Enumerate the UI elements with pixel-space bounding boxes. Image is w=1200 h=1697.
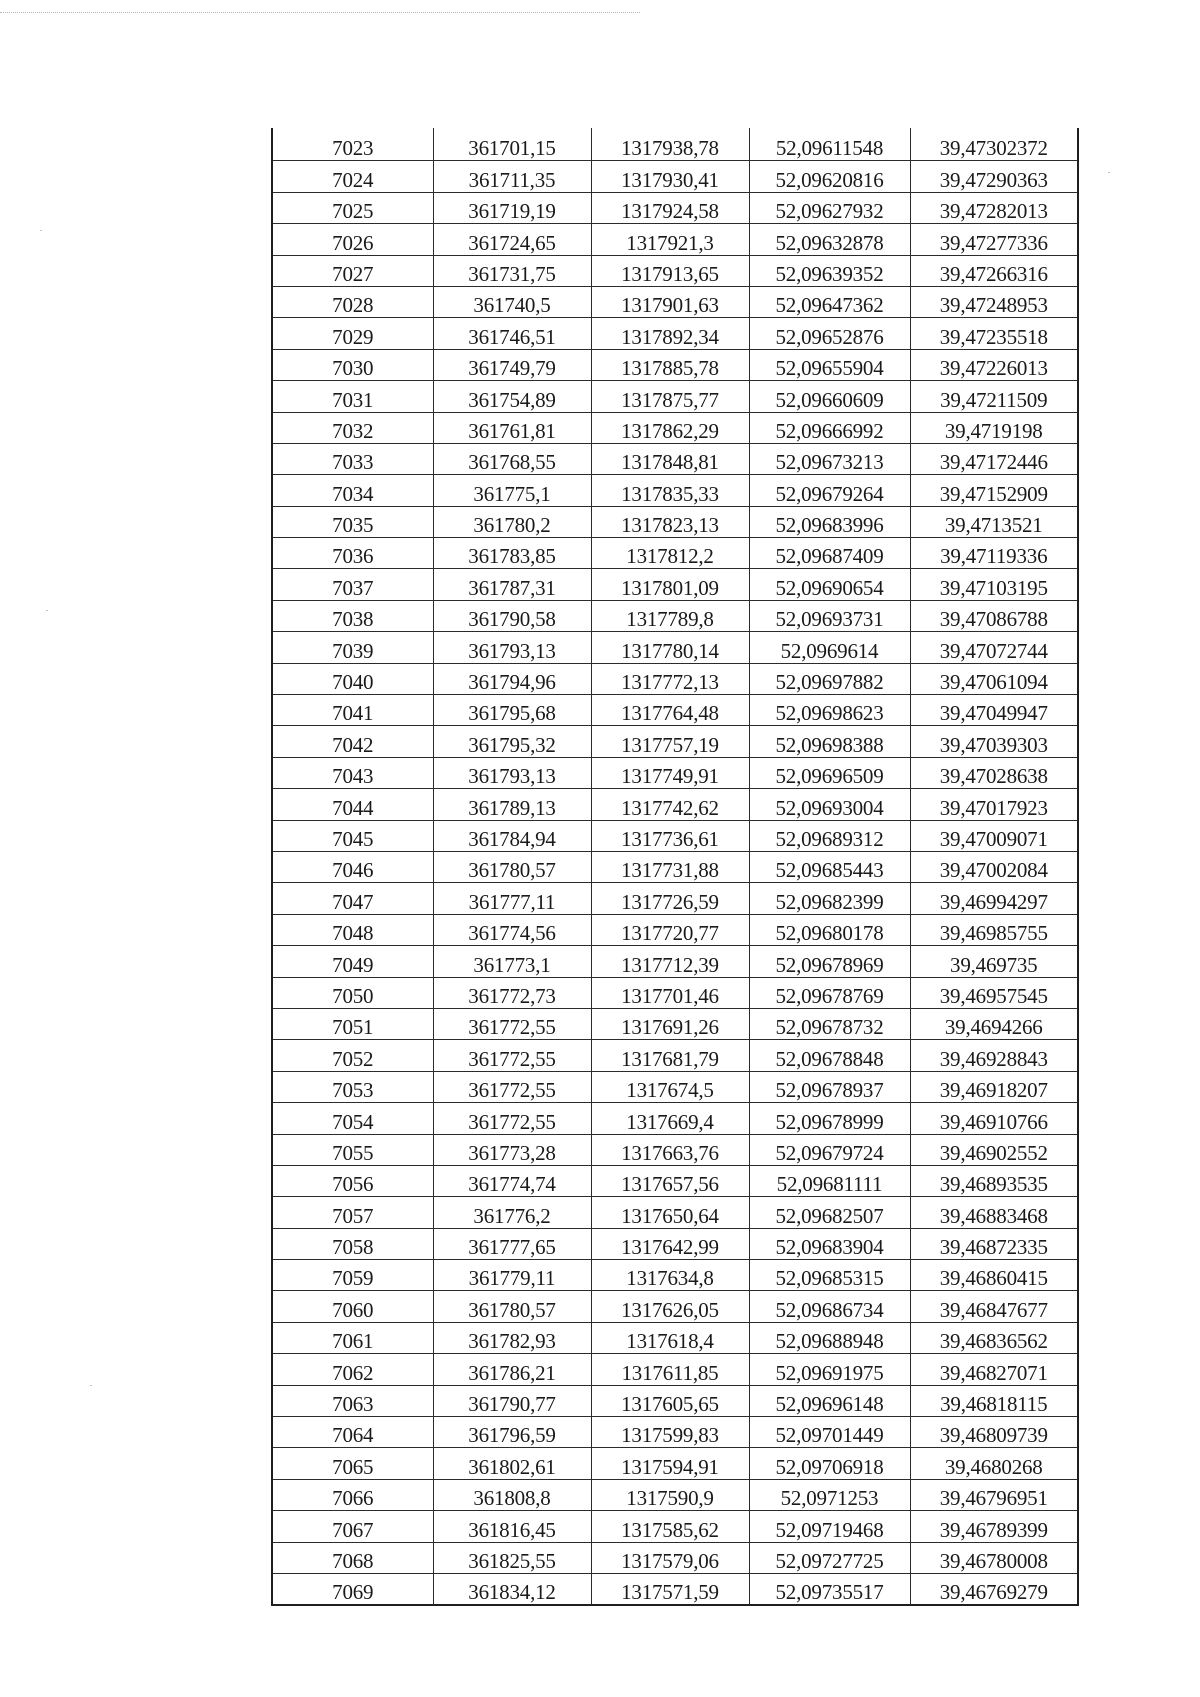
cell-latitude: 52,09678969 <box>749 946 910 977</box>
cell-latitude: 52,09727725 <box>749 1542 910 1573</box>
cell-x-coordinate: 361793,13 <box>433 757 591 788</box>
cell-y-coordinate: 1317731,88 <box>591 851 749 882</box>
cell-latitude: 52,09685315 <box>749 1260 910 1291</box>
table-row <box>272 381 1078 412</box>
cell-x-coordinate: 361772,55 <box>433 1040 591 1071</box>
cell-x-coordinate: 361783,85 <box>433 538 591 569</box>
cell-point-number: 7048 <box>272 914 433 945</box>
table-row <box>272 1542 1078 1573</box>
cell-point-number: 7042 <box>272 726 433 757</box>
cell-y-coordinate: 1317913,65 <box>591 255 749 286</box>
cell-point-number: 7046 <box>272 851 433 882</box>
cell-latitude: 52,09696148 <box>749 1385 910 1416</box>
cell-longitude: 39,47235518 <box>910 318 1078 349</box>
cell-point-number: 7035 <box>272 506 433 537</box>
cell-point-number: 7051 <box>272 1008 433 1039</box>
cell-y-coordinate: 1317663,76 <box>591 1134 749 1165</box>
cell-latitude: 52,09687409 <box>749 538 910 569</box>
cell-x-coordinate: 361793,13 <box>433 632 591 663</box>
cell-latitude: 52,09682507 <box>749 1197 910 1228</box>
cell-point-number: 7058 <box>272 1228 433 1259</box>
cell-point-number: 7053 <box>272 1071 433 1102</box>
table-row <box>272 1165 1078 1196</box>
cell-point-number: 7041 <box>272 695 433 726</box>
table-row <box>272 1417 1078 1448</box>
cell-x-coordinate: 361796,59 <box>433 1417 591 1448</box>
cell-longitude: 39,46789399 <box>910 1511 1078 1542</box>
cell-y-coordinate: 1317691,26 <box>591 1008 749 1039</box>
cell-point-number: 7037 <box>272 569 433 600</box>
cell-latitude: 52,09693004 <box>749 789 910 820</box>
cell-x-coordinate: 361834,12 <box>433 1573 591 1605</box>
cell-x-coordinate: 361772,55 <box>433 1103 591 1134</box>
cell-point-number: 7026 <box>272 224 433 255</box>
cell-x-coordinate: 361711,35 <box>433 161 591 192</box>
cell-x-coordinate: 361786,21 <box>433 1354 591 1385</box>
cell-y-coordinate: 1317885,78 <box>591 349 749 380</box>
table-row <box>272 128 1078 161</box>
cell-y-coordinate: 1317585,62 <box>591 1511 749 1542</box>
cell-point-number: 7039 <box>272 632 433 663</box>
table-row <box>272 820 1078 851</box>
table-body <box>272 128 1078 1605</box>
cell-longitude: 39,46928843 <box>910 1040 1078 1071</box>
cell-longitude: 39,47282013 <box>910 192 1078 223</box>
cell-longitude: 39,47302372 <box>910 128 1078 161</box>
scan-speck <box>40 230 42 231</box>
table-row <box>272 632 1078 663</box>
cell-point-number: 7036 <box>272 538 433 569</box>
cell-point-number: 7061 <box>272 1322 433 1353</box>
scan-speck <box>1108 172 1110 173</box>
cell-longitude: 39,46918207 <box>910 1071 1078 1102</box>
cell-latitude: 52,09688948 <box>749 1322 910 1353</box>
table-row <box>272 600 1078 631</box>
cell-x-coordinate: 361794,96 <box>433 663 591 694</box>
table-row <box>272 443 1078 474</box>
cell-latitude: 52,09735517 <box>749 1573 910 1605</box>
cell-latitude: 52,09706918 <box>749 1448 910 1479</box>
cell-longitude: 39,46902552 <box>910 1134 1078 1165</box>
cell-point-number: 7040 <box>272 663 433 694</box>
cell-x-coordinate: 361780,57 <box>433 1291 591 1322</box>
cell-latitude: 52,09683904 <box>749 1228 910 1259</box>
cell-point-number: 7067 <box>272 1511 433 1542</box>
cell-latitude: 52,09682399 <box>749 883 910 914</box>
cell-longitude: 39,46827071 <box>910 1354 1078 1385</box>
cell-x-coordinate: 361772,73 <box>433 977 591 1008</box>
scan-speck <box>46 610 48 611</box>
cell-x-coordinate: 361802,61 <box>433 1448 591 1479</box>
cell-x-coordinate: 361825,55 <box>433 1542 591 1573</box>
cell-latitude: 52,09647362 <box>749 286 910 317</box>
cell-latitude: 52,09678732 <box>749 1008 910 1039</box>
cell-x-coordinate: 361782,93 <box>433 1322 591 1353</box>
cell-x-coordinate: 361774,74 <box>433 1165 591 1196</box>
cell-y-coordinate: 1317579,06 <box>591 1542 749 1573</box>
cell-latitude: 52,09652876 <box>749 318 910 349</box>
cell-latitude: 52,09660609 <box>749 381 910 412</box>
cell-longitude: 39,47248953 <box>910 286 1078 317</box>
cell-longitude: 39,46809739 <box>910 1417 1078 1448</box>
cell-longitude: 39,46910766 <box>910 1103 1078 1134</box>
cell-longitude: 39,46769279 <box>910 1573 1078 1605</box>
cell-latitude: 52,09639352 <box>749 255 910 286</box>
cell-y-coordinate: 1317742,62 <box>591 789 749 820</box>
cell-longitude: 39,47072744 <box>910 632 1078 663</box>
cell-x-coordinate: 361719,19 <box>433 192 591 223</box>
cell-longitude: 39,47211509 <box>910 381 1078 412</box>
cell-y-coordinate: 1317801,09 <box>591 569 749 600</box>
cell-y-coordinate: 1317594,91 <box>591 1448 749 1479</box>
cell-point-number: 7030 <box>272 349 433 380</box>
cell-latitude: 52,09690654 <box>749 569 910 600</box>
cell-x-coordinate: 361731,75 <box>433 255 591 286</box>
cell-longitude: 39,46994297 <box>910 883 1078 914</box>
table-row <box>272 851 1078 882</box>
cell-point-number: 7024 <box>272 161 433 192</box>
cell-longitude: 39,47119336 <box>910 538 1078 569</box>
cell-y-coordinate: 1317701,46 <box>591 977 749 1008</box>
cell-y-coordinate: 1317599,83 <box>591 1417 749 1448</box>
cell-latitude: 52,09611548 <box>749 128 910 161</box>
table-row <box>272 883 1078 914</box>
cell-point-number: 7038 <box>272 600 433 631</box>
cell-point-number: 7064 <box>272 1417 433 1448</box>
cell-y-coordinate: 1317669,4 <box>591 1103 749 1134</box>
cell-y-coordinate: 1317590,9 <box>591 1479 749 1510</box>
cell-x-coordinate: 361773,1 <box>433 946 591 977</box>
cell-latitude: 52,09620816 <box>749 161 910 192</box>
cell-y-coordinate: 1317726,59 <box>591 883 749 914</box>
table-row <box>272 1354 1078 1385</box>
cell-latitude: 52,09632878 <box>749 224 910 255</box>
cell-latitude: 52,09719468 <box>749 1511 910 1542</box>
cell-longitude: 39,47086788 <box>910 600 1078 631</box>
cell-x-coordinate: 361787,31 <box>433 569 591 600</box>
table-row <box>272 192 1078 223</box>
cell-x-coordinate: 361780,57 <box>433 851 591 882</box>
cell-y-coordinate: 1317764,48 <box>591 695 749 726</box>
table-row <box>272 1511 1078 1542</box>
cell-point-number: 7069 <box>272 1573 433 1605</box>
cell-x-coordinate: 361774,56 <box>433 914 591 945</box>
cell-point-number: 7052 <box>272 1040 433 1071</box>
cell-y-coordinate: 1317674,5 <box>591 1071 749 1102</box>
cell-latitude: 52,0969614 <box>749 632 910 663</box>
cell-latitude: 52,09627932 <box>749 192 910 223</box>
cell-point-number: 7033 <box>272 443 433 474</box>
cell-latitude: 52,09697882 <box>749 663 910 694</box>
cell-point-number: 7029 <box>272 318 433 349</box>
cell-point-number: 7056 <box>272 1165 433 1196</box>
cell-longitude: 39,46818115 <box>910 1385 1078 1416</box>
table-row <box>272 349 1078 380</box>
cell-x-coordinate: 361740,5 <box>433 286 591 317</box>
table-row <box>272 726 1078 757</box>
cell-latitude: 52,09679724 <box>749 1134 910 1165</box>
cell-point-number: 7054 <box>272 1103 433 1134</box>
cell-longitude: 39,47103195 <box>910 569 1078 600</box>
table-row <box>272 914 1078 945</box>
table-row <box>272 1291 1078 1322</box>
cell-longitude: 39,47277336 <box>910 224 1078 255</box>
table-row <box>272 255 1078 286</box>
cell-x-coordinate: 361795,32 <box>433 726 591 757</box>
cell-x-coordinate: 361772,55 <box>433 1071 591 1102</box>
cell-latitude: 52,09679264 <box>749 475 910 506</box>
cell-latitude: 52,09678999 <box>749 1103 910 1134</box>
table-row <box>272 1040 1078 1071</box>
cell-y-coordinate: 1317736,61 <box>591 820 749 851</box>
cell-y-coordinate: 1317634,8 <box>591 1260 749 1291</box>
cell-longitude: 39,46860415 <box>910 1260 1078 1291</box>
table-row <box>272 161 1078 192</box>
cell-y-coordinate: 1317681,79 <box>591 1040 749 1071</box>
cell-longitude: 39,47152909 <box>910 475 1078 506</box>
cell-latitude: 52,09691975 <box>749 1354 910 1385</box>
cell-longitude: 39,46883468 <box>910 1197 1078 1228</box>
cell-longitude: 39,46985755 <box>910 914 1078 945</box>
table-row <box>272 1071 1078 1102</box>
table-row <box>272 412 1078 443</box>
cell-point-number: 7044 <box>272 789 433 820</box>
cell-y-coordinate: 1317780,14 <box>591 632 749 663</box>
table-row <box>272 977 1078 1008</box>
cell-y-coordinate: 1317626,05 <box>591 1291 749 1322</box>
cell-point-number: 7066 <box>272 1479 433 1510</box>
table-row <box>272 757 1078 788</box>
table-row <box>272 1448 1078 1479</box>
cell-latitude: 52,09678848 <box>749 1040 910 1071</box>
table-row <box>272 506 1078 537</box>
cell-y-coordinate: 1317757,19 <box>591 726 749 757</box>
cell-y-coordinate: 1317938,78 <box>591 128 749 161</box>
cell-x-coordinate: 361761,81 <box>433 412 591 443</box>
cell-x-coordinate: 361816,45 <box>433 1511 591 1542</box>
scan-speck <box>90 1385 92 1386</box>
table-row <box>272 946 1078 977</box>
cell-longitude: 39,47049947 <box>910 695 1078 726</box>
cell-y-coordinate: 1317605,65 <box>591 1385 749 1416</box>
cell-y-coordinate: 1317848,81 <box>591 443 749 474</box>
cell-point-number: 7055 <box>272 1134 433 1165</box>
cell-y-coordinate: 1317789,8 <box>591 600 749 631</box>
table-row <box>272 318 1078 349</box>
cell-longitude: 39,469735 <box>910 946 1078 977</box>
cell-y-coordinate: 1317835,33 <box>591 475 749 506</box>
cell-y-coordinate: 1317642,99 <box>591 1228 749 1259</box>
cell-point-number: 7028 <box>272 286 433 317</box>
cell-x-coordinate: 361724,65 <box>433 224 591 255</box>
cell-point-number: 7059 <box>272 1260 433 1291</box>
cell-longitude: 39,46872335 <box>910 1228 1078 1259</box>
cell-longitude: 39,46836562 <box>910 1322 1078 1353</box>
cell-point-number: 7049 <box>272 946 433 977</box>
cell-latitude: 52,09701449 <box>749 1417 910 1448</box>
table-row <box>272 663 1078 694</box>
table-row <box>272 789 1078 820</box>
cell-x-coordinate: 361768,55 <box>433 443 591 474</box>
cell-longitude: 39,47009071 <box>910 820 1078 851</box>
cell-y-coordinate: 1317749,91 <box>591 757 749 788</box>
coordinates-table <box>271 128 1079 1606</box>
table-row <box>272 1134 1078 1165</box>
cell-latitude: 52,09698388 <box>749 726 910 757</box>
cell-y-coordinate: 1317720,77 <box>591 914 749 945</box>
cell-point-number: 7050 <box>272 977 433 1008</box>
cell-longitude: 39,46893535 <box>910 1165 1078 1196</box>
cell-x-coordinate: 361808,8 <box>433 1479 591 1510</box>
cell-point-number: 7025 <box>272 192 433 223</box>
cell-x-coordinate: 361780,2 <box>433 506 591 537</box>
cell-longitude: 39,46957545 <box>910 977 1078 1008</box>
table-row <box>272 475 1078 506</box>
cell-longitude: 39,46780008 <box>910 1542 1078 1573</box>
table-row <box>272 695 1078 726</box>
table-row <box>272 1197 1078 1228</box>
table-row <box>272 569 1078 600</box>
cell-point-number: 7027 <box>272 255 433 286</box>
cell-y-coordinate: 1317618,4 <box>591 1322 749 1353</box>
table-row <box>272 1260 1078 1291</box>
cell-point-number: 7065 <box>272 1448 433 1479</box>
cell-y-coordinate: 1317571,59 <box>591 1573 749 1605</box>
cell-point-number: 7023 <box>272 128 433 161</box>
table-row <box>272 1008 1078 1039</box>
cell-latitude: 52,09678769 <box>749 977 910 1008</box>
cell-y-coordinate: 1317892,34 <box>591 318 749 349</box>
cell-point-number: 7063 <box>272 1385 433 1416</box>
cell-y-coordinate: 1317772,13 <box>591 663 749 694</box>
cell-x-coordinate: 361790,58 <box>433 600 591 631</box>
table-row <box>272 1228 1078 1259</box>
scan-artifact-line <box>0 12 640 13</box>
cell-latitude: 52,09680178 <box>749 914 910 945</box>
cell-latitude: 52,09698623 <box>749 695 910 726</box>
cell-y-coordinate: 1317657,56 <box>591 1165 749 1196</box>
cell-longitude: 39,47266316 <box>910 255 1078 286</box>
cell-x-coordinate: 361746,51 <box>433 318 591 349</box>
cell-longitude: 39,4680268 <box>910 1448 1078 1479</box>
cell-y-coordinate: 1317812,2 <box>591 538 749 569</box>
cell-y-coordinate: 1317650,64 <box>591 1197 749 1228</box>
cell-longitude: 39,47172446 <box>910 443 1078 474</box>
cell-longitude: 39,47226013 <box>910 349 1078 380</box>
cell-latitude: 52,09683996 <box>749 506 910 537</box>
cell-y-coordinate: 1317921,3 <box>591 224 749 255</box>
cell-latitude: 52,09673213 <box>749 443 910 474</box>
cell-longitude: 39,47290363 <box>910 161 1078 192</box>
cell-latitude: 52,09681111 <box>749 1165 910 1196</box>
cell-x-coordinate: 361701,15 <box>433 128 591 161</box>
cell-x-coordinate: 361775,1 <box>433 475 591 506</box>
cell-latitude: 52,09686734 <box>749 1291 910 1322</box>
cell-point-number: 7043 <box>272 757 433 788</box>
cell-longitude: 39,47039303 <box>910 726 1078 757</box>
cell-y-coordinate: 1317862,29 <box>591 412 749 443</box>
cell-point-number: 7060 <box>272 1291 433 1322</box>
cell-x-coordinate: 361779,11 <box>433 1260 591 1291</box>
cell-point-number: 7034 <box>272 475 433 506</box>
cell-longitude: 39,4719198 <box>910 412 1078 443</box>
cell-x-coordinate: 361754,89 <box>433 381 591 412</box>
cell-latitude: 52,0971253 <box>749 1479 910 1510</box>
cell-y-coordinate: 1317823,13 <box>591 506 749 537</box>
cell-latitude: 52,09655904 <box>749 349 910 380</box>
table-row <box>272 1322 1078 1353</box>
cell-y-coordinate: 1317875,77 <box>591 381 749 412</box>
cell-y-coordinate: 1317930,41 <box>591 161 749 192</box>
cell-point-number: 7032 <box>272 412 433 443</box>
cell-longitude: 39,47017923 <box>910 789 1078 820</box>
cell-longitude: 39,47028638 <box>910 757 1078 788</box>
cell-longitude: 39,4713521 <box>910 506 1078 537</box>
cell-latitude: 52,09696509 <box>749 757 910 788</box>
cell-longitude: 39,4694266 <box>910 1008 1078 1039</box>
cell-x-coordinate: 361790,77 <box>433 1385 591 1416</box>
cell-latitude: 52,09666992 <box>749 412 910 443</box>
table-row <box>272 1479 1078 1510</box>
cell-y-coordinate: 1317611,85 <box>591 1354 749 1385</box>
cell-longitude: 39,46847677 <box>910 1291 1078 1322</box>
cell-x-coordinate: 361789,13 <box>433 789 591 820</box>
cell-y-coordinate: 1317924,58 <box>591 192 749 223</box>
table-row <box>272 1103 1078 1134</box>
cell-latitude: 52,09685443 <box>749 851 910 882</box>
cell-latitude: 52,09678937 <box>749 1071 910 1102</box>
cell-x-coordinate: 361772,55 <box>433 1008 591 1039</box>
table-row <box>272 1573 1078 1605</box>
table-row <box>272 224 1078 255</box>
cell-x-coordinate: 361777,11 <box>433 883 591 914</box>
cell-x-coordinate: 361795,68 <box>433 695 591 726</box>
cell-x-coordinate: 361776,2 <box>433 1197 591 1228</box>
table-row <box>272 286 1078 317</box>
cell-latitude: 52,09693731 <box>749 600 910 631</box>
cell-point-number: 7045 <box>272 820 433 851</box>
cell-x-coordinate: 361749,79 <box>433 349 591 380</box>
cell-point-number: 7062 <box>272 1354 433 1385</box>
cell-x-coordinate: 361777,65 <box>433 1228 591 1259</box>
cell-point-number: 7047 <box>272 883 433 914</box>
cell-point-number: 7068 <box>272 1542 433 1573</box>
cell-y-coordinate: 1317901,63 <box>591 286 749 317</box>
cell-longitude: 39,47061094 <box>910 663 1078 694</box>
cell-longitude: 39,46796951 <box>910 1479 1078 1510</box>
cell-longitude: 39,47002084 <box>910 851 1078 882</box>
cell-x-coordinate: 361773,28 <box>433 1134 591 1165</box>
cell-point-number: 7057 <box>272 1197 433 1228</box>
cell-x-coordinate: 361784,94 <box>433 820 591 851</box>
table-row <box>272 538 1078 569</box>
cell-latitude: 52,09689312 <box>749 820 910 851</box>
cell-point-number: 7031 <box>272 381 433 412</box>
cell-y-coordinate: 1317712,39 <box>591 946 749 977</box>
table-row <box>272 1385 1078 1416</box>
